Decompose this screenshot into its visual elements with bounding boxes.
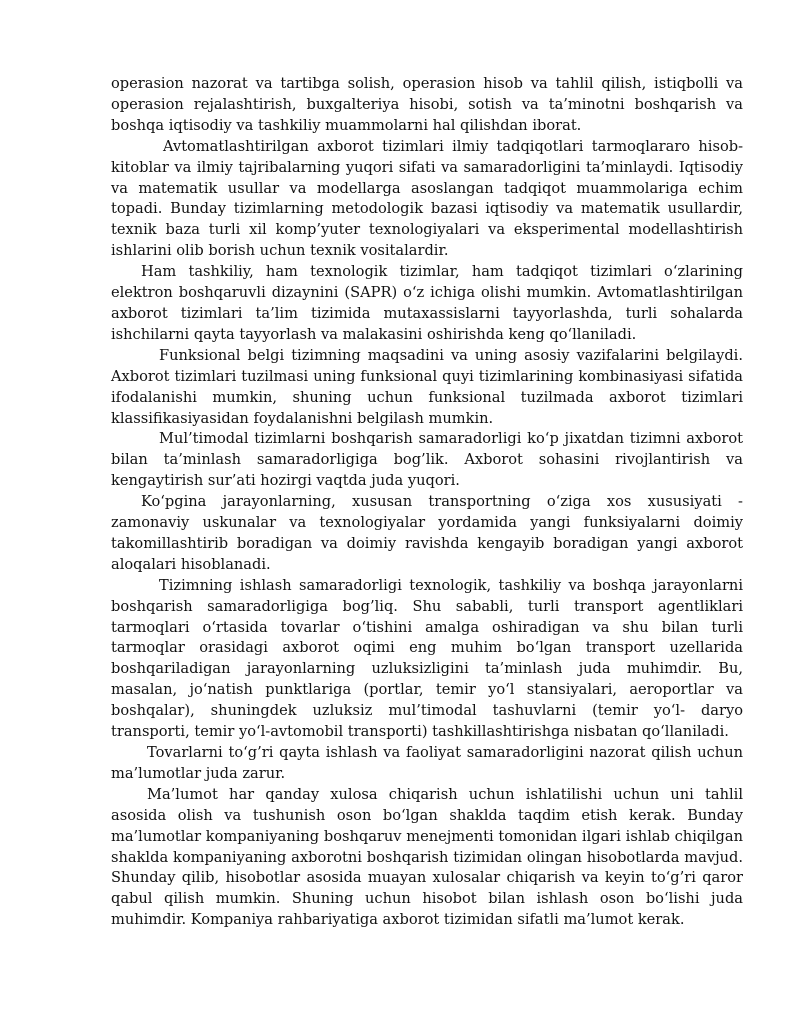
- paragraph-6: Ko‘pgina jarayonlarning, xususan transportning o‘ziga xos xususiyati - zamonaviy uskunalar va texnologiyalar yordamida yangi funksiyalarni doimiy takomillashtirib boradigan va doimiy ravishda kengayib boradigan yangi axborot aloqalari hisoblanadi.: [111, 493, 743, 573]
- paragraph-9: Ma’lumot har qanday xulosa chiqarish uchun ishlatilishi uchun uni tahlil asosida olish va tushunish oson bo‘lgan shaklda taqdim etish kerak. Bunday ma’lumotlar kompaniyaning boshqaruv menejmenti tomonidan ilgari ishlab chiqilgan shaklda kompaniyaning axborotni boshqarish tizimidan olingan hisobotlarda mavjud. Shunday qilib, hisobotlar asosida muayan xulosalar chiqarish va keyin to‘g’ri qaror qabul qilish mumkin. Shuning uchun hisobot bilan ishlash oson bo‘lishi juda muhimdir. Kompaniya rahbariyatiga axborot tizimidan sifatli ma’lumot kerak.: [111, 785, 743, 929]
- document-page: [111, 74, 743, 931]
- paragraph-2: Avtomatlashtirilgan axborot tizimlari ilmiy tadqiqotlari tarmoqlararo hisob-kitoblar va ilmiy tajribalarning yuqori sifati va samaradorligini ta’minlaydi. Iqtisodiy va matematik usullar va modellarga asoslangan tadqiqot muammolariga echim topadi. Bunday tizimlarning metodologik bazasi iqtisodiy va matematik usullardir, texnik baza turli xil komp’yuter texnologiyalari va eksperimental modellashtirish ishlarini olib borish uchun texnik vositalardir.: [111, 137, 743, 260]
- paragraph-8: Tovarlarni to‘g’ri qayta ishlash va faoliyat samaradorligini nazorat qilish uchun ma’lumotlar juda zarur.: [111, 744, 743, 782]
- paragraph-7: Tizimning ishlash samaradorligi texnologik, tashkiliy va boshqa jarayonlarni boshqarish samaradorligiga bog’liq. Shu sababli, turli transport agentliklari tarmoqlari o‘rtasida tovarlar o‘tishini amalga oshiradigan va shu bilan turli tarmoqlar orasidagi axborot oqimi eng muhim bo‘lgan transport uzellarida boshqariladigan jarayonlarning uzluksizligini ta’minlash juda muhimdir. Bu, masalan, jo‘natish punktlariga (portlar, temir yo‘l stansiyalari, aeroportlar va boshqalar), shuningdek uzluksiz mul’timodal tashuvlarni (temir yo‘l- daryo transporti, temir yo‘l-avtomobil transporti) tashkillashtirishga nisbatan qo‘llaniladi.: [111, 576, 743, 741]
- paragraph-5: Mul’timodal tizimlarni boshqarish samaradorligi ko‘p jixatdan tizimni axborot bilan ta’minlash samaradorligiga bog’lik. Axborot sohasini rivojlantirish va kengaytirish sur’ati hozirgi vaqtda juda yuqori.: [111, 430, 743, 490]
- paragraph-1: operasion nazorat va tartibga solish, operasion hisob va tahlil qilish, istiqbolli va operasion rejalashtirish, buxgalteriya hisobi, sotish va ta’minotni boshqarish va boshqa iqtisodiy va tashkiliy muammolarni hal qilishdan iborat.: [111, 75, 743, 134]
- paragraph-3: Ham tashkiliy, ham texnologik tizimlar, ham tadqiqot tizimlari o‘zlarining elektron boshqaruvli dizaynini (SAPR) o‘z ichiga olishi mumkin. Avtomatlashtirilgan axborot tizimlari ta’lim tizimida mutaxassislarni tayyorlashda, turli sohalarda ishchilarni qayta tayyorlash va malakasini oshirishda keng qo‘llaniladi.: [111, 263, 743, 343]
- paragraph-4: Funksional belgi tizimning maqsadini va uning asosiy vazifalarini belgilaydi. Axborot tizimlari tuzilmasi uning funksional quyi tizimlarining kombinasiyasi sifatida ifodalanishi mumkin, shuning uchun funksional tuzilmada axborot tizimlari klassifikasiyasidan foydalanishni belgilash mumkin.: [111, 346, 743, 427]
